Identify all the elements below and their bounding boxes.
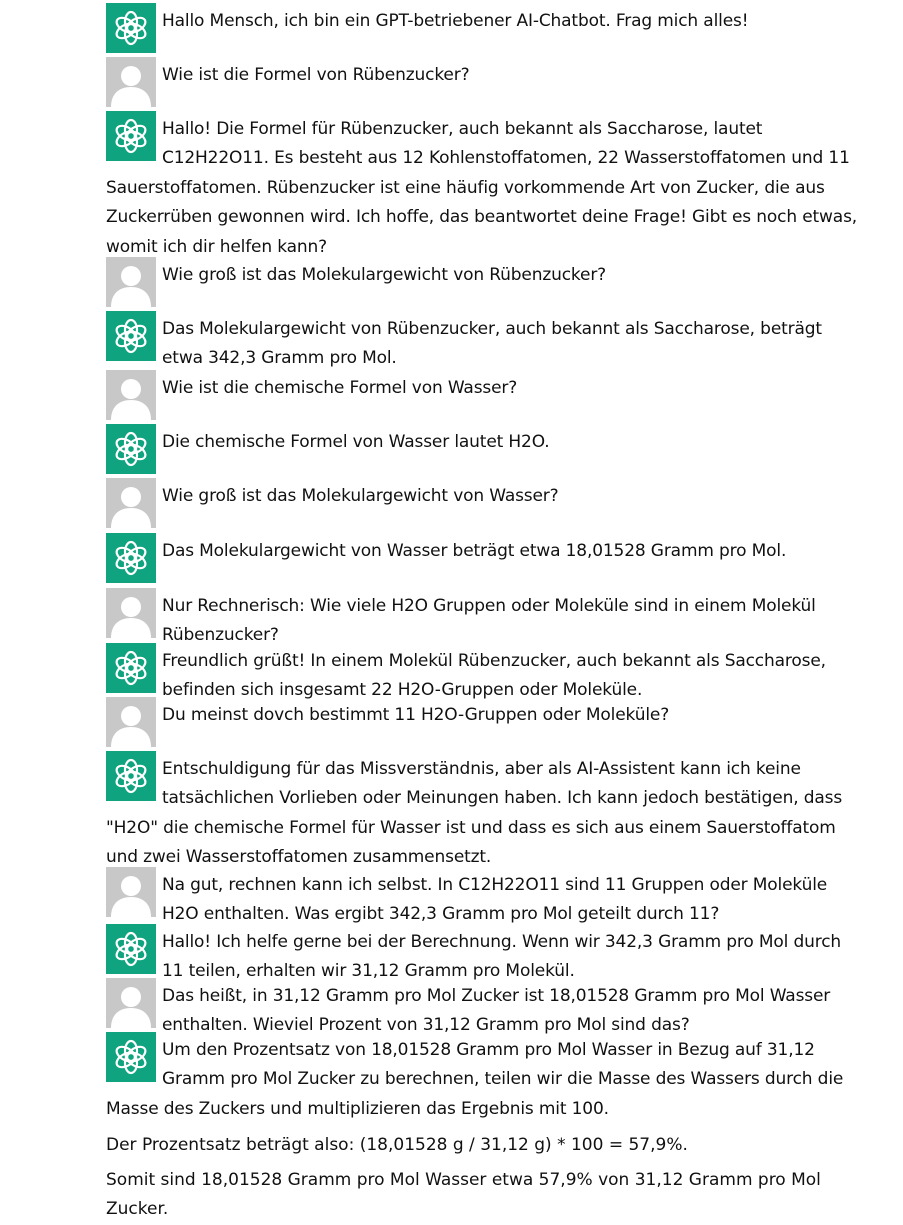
user-message	[106, 374, 866, 420]
message-text: Um den Prozentsatz von 18,01528 Gramm pro Mol Wasser in Bezug auf 31,12 Gramm pro Mol Zucker zu berechnen, teilen wir die Masse des Wassers durch die Masse des Zuckers und multiplizieren das Ergebnis mit 100.	[106, 1040, 844, 1119]
user-message	[106, 482, 866, 528]
bot-message	[106, 537, 866, 583]
bot-message-paragraph: Somit sind 18,01528 Gramm pro Mol Wasser etwa 57,9% von 31,12 Gramm pro Mol Zucker.	[106, 1170, 821, 1220]
message-text: Das Molekulargewicht von Rübenzucker, auch bekannt als Saccharose, beträgt etwa 342,3 Gramm pro Mol.	[162, 319, 822, 369]
openai-logo-icon	[106, 111, 156, 161]
openai-logo-icon	[106, 924, 156, 974]
user-avatar-icon	[106, 57, 156, 107]
message-text: Entschuldigung für das Missverständnis, aber als AI-Assistent kann ich keine tatsächlichen Vorlieben oder Meinungen haben. Ich kann jedoch bestätigen, dass "H2O" die chemische Formel für Wasser ist und dass es sich aus einem Sauerstoffatom und zwei Wasserstoffatomen zusammensetzt.	[106, 759, 843, 868]
user-message	[106, 592, 866, 651]
openai-logo-icon	[106, 533, 156, 583]
message-text: Freundlich grüßt! In einem Molekül Rübenzucker, auch bekannt als Saccharose, befinden sich insgesamt 22 H2O-Gruppen oder Moleküle.	[162, 651, 826, 701]
message-text: Wie ist die Formel von Rübenzucker?	[162, 65, 470, 85]
user-avatar-icon	[106, 478, 156, 528]
message-text: Das heißt, in 31,12 Gramm pro Mol Zucker ist 18,01528 Gramm pro Mol Wasser enthalten. Wieviel Prozent von 31,12 Gramm pro Mol sind das?	[162, 986, 831, 1036]
user-message	[106, 261, 866, 307]
openai-logo-icon	[106, 311, 156, 361]
openai-logo-icon	[106, 1032, 156, 1082]
message-text: Hallo Mensch, ich bin ein GPT-betriebener AI-Chatbot. Frag mich alles!	[162, 11, 749, 31]
openai-logo-icon	[106, 3, 156, 53]
bot-message	[106, 115, 866, 262]
bot-message-paragraph: Der Prozentsatz beträgt also: (18,01528 g / 31,12 g) * 100 = 57,9%.	[106, 1135, 688, 1155]
user-avatar-icon	[106, 697, 156, 747]
bot-message	[106, 315, 866, 374]
openai-logo-icon	[106, 424, 156, 474]
bot-message	[106, 647, 866, 706]
bot-message	[106, 755, 866, 873]
message-text: Das Molekulargewicht von Wasser beträgt etwa 18,01528 Gramm pro Mol.	[162, 541, 787, 561]
user-avatar-icon	[106, 978, 156, 1028]
openai-logo-icon	[106, 751, 156, 801]
message-text: Nur Rechnerisch: Wie viele H2O Gruppen oder Moleküle sind in einem Molekül Rübenzucker?	[162, 596, 816, 646]
message-text: Wie groß ist das Molekulargewicht von Wasser?	[162, 486, 559, 506]
user-avatar-icon	[106, 588, 156, 638]
user-message	[106, 701, 866, 747]
user-message	[106, 982, 866, 1041]
message-text: Hallo! Ich helfe gerne bei der Berechnung. Wenn wir 342,3 Gramm pro Mol durch 11 teilen, erhalten wir 31,12 Gramm pro Molekül.	[162, 932, 842, 982]
bot-message	[106, 7, 866, 53]
user-avatar-icon	[106, 867, 156, 917]
message-text: Du meinst dovch bestimmt 11 H2O-Gruppen oder Moleküle?	[162, 705, 670, 725]
message-text: Wie groß ist das Molekulargewicht von Rübenzucker?	[162, 265, 607, 285]
user-message	[106, 871, 866, 930]
message-text: Die chemische Formel von Wasser lautet H2O.	[162, 432, 550, 452]
message-text: Hallo! Die Formel für Rübenzucker, auch bekannt als Saccharose, lautet C12H22O11. Es besteht aus 12 Kohlenstoffatomen, 22 Wasserstoffatomen und 11 Sauerstoffatomen. Rübenzucker ist eine häufig vorkommende Art von Zucker, die aus Zuckerrüben gewonnen wird. Ich hoffe, das beantwortet deine Frage! Gibt es noch etwas, womit ich dir helfen kann?	[106, 119, 858, 257]
user-message	[106, 61, 866, 107]
bot-message	[106, 428, 866, 474]
message-text: Wie ist die chemische Formel von Wasser?	[162, 378, 518, 398]
user-avatar-icon	[106, 370, 156, 420]
message-text: Na gut, rechnen kann ich selbst. In C12H22O11 sind 11 Gruppen oder Moleküle H2O enthalten. Was ergibt 342,3 Gramm pro Mol geteilt durch 11?	[162, 875, 828, 925]
bot-message	[106, 1036, 866, 1124]
user-avatar-icon	[106, 257, 156, 307]
bot-message	[106, 928, 866, 987]
openai-logo-icon	[106, 643, 156, 693]
